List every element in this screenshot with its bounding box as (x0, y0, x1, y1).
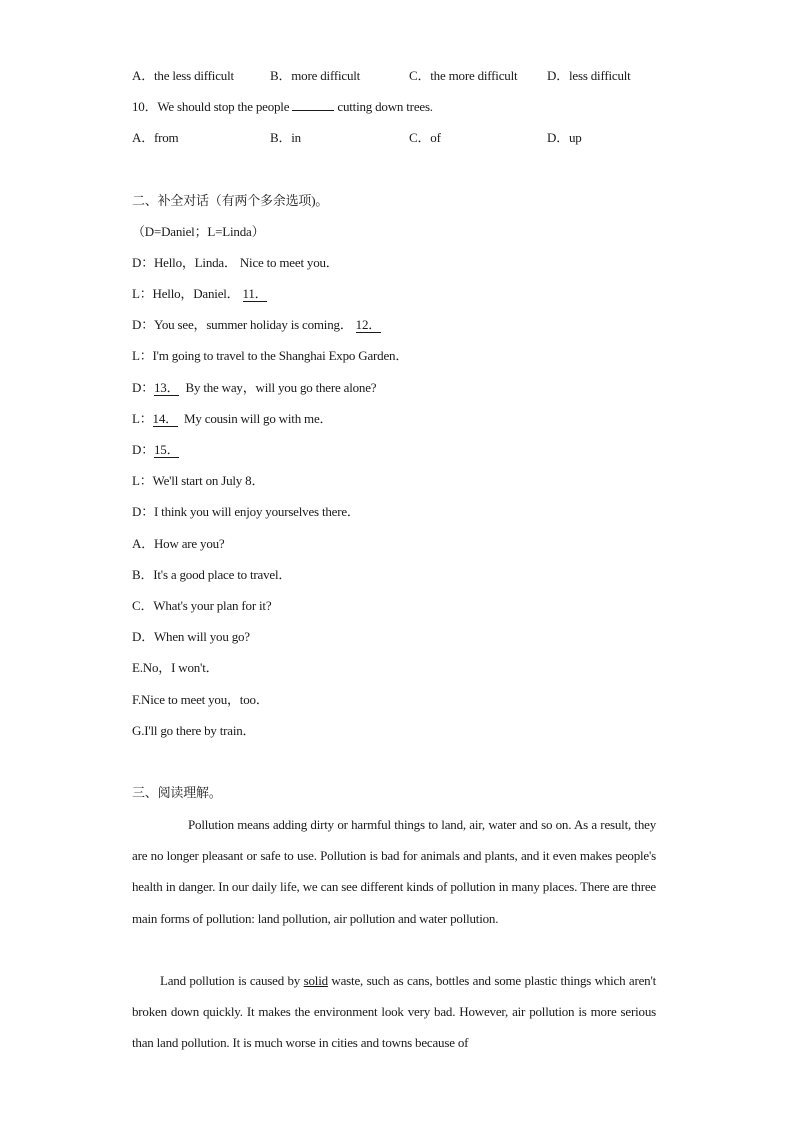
dialogue-d4 (132, 441, 179, 459)
q10-blank (292, 98, 334, 111)
reading-paragraph-1: Pollution means adding dirty or harmful things to land, air, water and so on. As a result, they are no longer pleasant or safe to use. Pollution is bad for animals and plants, and it even makes people's health in danger. In our daily life, we can see different kinds of pollution in many places. There are three main forms of pollution: land pollution, air pollution and water pollution. (132, 817, 656, 926)
dialogue-d3 (132, 379, 376, 397)
reading-paragraph-2 (132, 965, 656, 1059)
choice-a: A．How are you? (132, 536, 225, 551)
section2-roles: （D=Daniel；L=Linda） (132, 224, 265, 239)
choice-d: D．When will you go? (132, 629, 250, 644)
dialogue-l2: L：I'm going to travel to the Shanghai Expo Garden． (132, 348, 409, 363)
choice-b: B．It's a good place to travel． (132, 567, 292, 582)
q10-stem-after: cutting down trees. (334, 99, 433, 114)
q10-option-c: C．of (409, 130, 441, 145)
dialogue-d4-prefix: D： (132, 442, 154, 457)
dialogue-d5: D：I think you will enjoy yourselves there． (132, 504, 360, 519)
q10-stem-before: 10．We should stop the people (132, 99, 293, 114)
q9-option-b: B．more difficult (270, 68, 361, 83)
dialogue-l3-prefix: L： (132, 411, 153, 426)
dialogue-l3-text: My cousin will go with me． (177, 411, 333, 426)
dialogue-d3-text: By the way，will you go there alone? (179, 380, 377, 395)
q10-option-b: B．in (270, 130, 301, 145)
dialogue-l1-text: L：Hello，Daniel． (132, 286, 243, 301)
blank-15: 15． (154, 442, 180, 457)
q9-option-d: D．less difficult (547, 68, 631, 83)
q10-option-a: A．from (132, 130, 179, 145)
blank-12: 12． (355, 317, 382, 332)
dialogue-d1: D：Hello，Linda． Nice to meet you． (132, 255, 339, 270)
blank-13: 13． (154, 380, 180, 395)
reading-p2-after: waste, such as cans, bottles and some plastic things which aren't broken down quickly. It makes the environment look very bad. However, air pollution is more serious than land pollution. It is much worse in cities and towns because of (132, 973, 656, 1051)
q9-option-c: C．the more difficult (409, 68, 518, 83)
section3-heading: 三、阅读理解。 (132, 785, 222, 800)
dialogue-d2 (132, 316, 381, 334)
dialogue-d2-text: D：You see，summer holiday is coming． (132, 317, 356, 332)
q10-option-d: D．up (547, 130, 582, 145)
q9-option-a: A．the less difficult (132, 68, 234, 83)
q10-stem (132, 98, 433, 116)
choice-c: C．What's your plan for it? (132, 598, 272, 613)
choice-e: E.No，I won't． (132, 660, 219, 675)
choice-f: F.Nice to meet you，too． (132, 692, 269, 707)
choice-g: G.I'll go there by train． (132, 723, 256, 738)
blank-14: 14． (152, 411, 178, 426)
dialogue-l1 (132, 285, 267, 303)
section2-heading: 二、补全对话（有两个多余选项)。 (132, 193, 329, 208)
blank-11: 11． (242, 286, 268, 301)
dialogue-d3-prefix: D： (132, 380, 154, 395)
dialogue-l3 (132, 410, 332, 428)
dialogue-l4: L：We'll start on July 8． (132, 473, 265, 488)
reading-p2-before: Land pollution is caused by (160, 973, 304, 988)
underlined-word-solid: solid (303, 973, 328, 988)
